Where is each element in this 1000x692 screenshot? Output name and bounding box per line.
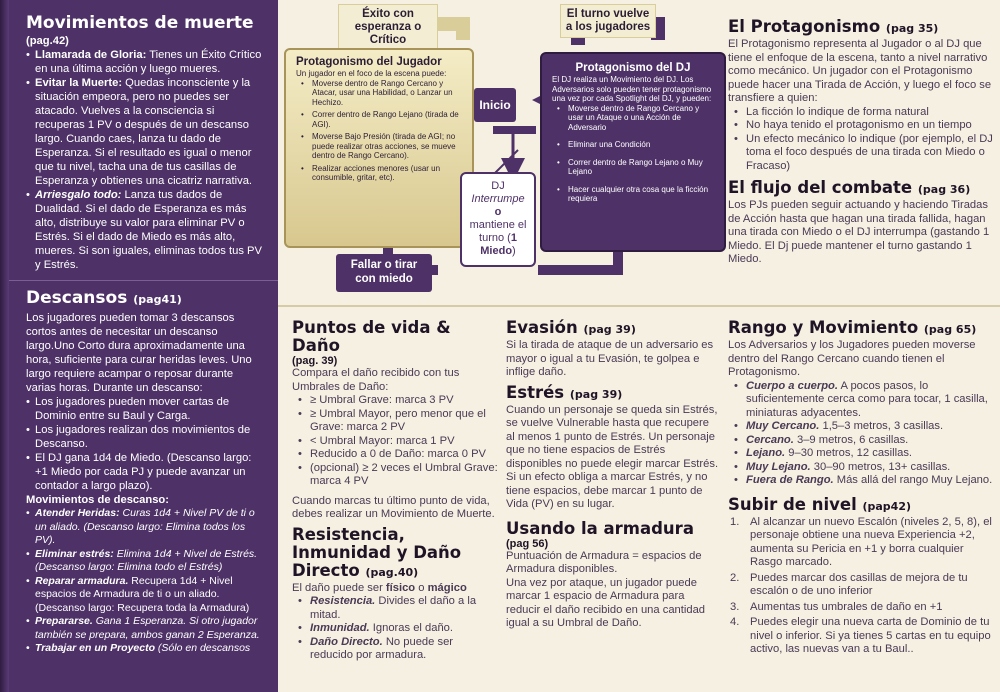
descansos-list: [26, 395, 266, 493]
list-item: • Cuerpo a cuerpo. A pocos pasos, lo suficientemente cerca como para tocar, 1 casilla, miniaturas adyacentes.: [728, 380, 994, 421]
section-title: Rango y Movimiento (pag 65): [728, 318, 977, 337]
muerte-list: [26, 48, 266, 272]
protag-section: El Protagonismo (pag 35) El Protagonismo representa al Jugador o al DJ que tiene el enfoque de la escena, tanto a nivel narrativo como mecánico. Un jugador con el Protagonismo puede hacer una Tirada de Acción, y luego el foco se transfiere a quien: • La ficción lo indique de forma natural • No haya tenido el protagonismo en un tiempo • Un efecto mecánico lo indique (por ejemplo, el DJ toma el foco después de una tirada con Miedo o Fracaso) El flujo del combate (pag 36) Los PJs pueden seguir actuando y haciendo Tiradas de Acción hasta que hagan una tirada fallida, hagan una tirada con Miedo o el DJ interrumpa (gastando 1 Miedo. El Dj puede mantener el turno gastando 1 Miedo.: [728, 18, 994, 267]
bottom-area: [278, 305, 1000, 692]
list-item: • Prepararse. Gana 1 Esperanza. Si otro jugador también se prepara, ambos ganan 2 Esperanza.: [26, 615, 266, 642]
list-item: • Daño Directo. No puede ser reducido por armadura.: [292, 636, 498, 663]
page-ref: (pag.42): [26, 35, 69, 47]
list-item: • Atender Heridas: Curas 1d4 + Nivel PV de ti o un aliado. (Descanso largo: Elimina todos los PV).: [26, 507, 266, 548]
jugador-box: [284, 48, 474, 248]
list-item: • Correr dentro de Rango Lejano (tirada de AGI).: [296, 110, 462, 129]
list-item: • Reparar armadura. Recupera 1d4 + Nivel espacios de Armadura de ti o un aliado. (Descanso largo: Recupera toda la Armadura): [26, 575, 266, 616]
list-item: 3. Aumentas tus umbrales de daño en +1: [730, 600, 943, 613]
moves-list: [26, 507, 266, 656]
section-title: Resistencia, Inmunidad y Daño Directo (pag.40): [292, 524, 462, 580]
dj-title: Protagonismo del DJ: [575, 62, 691, 74]
list-item: • < Umbral Mayor: marca 1 PV: [292, 435, 498, 449]
exito-label: Éxito con esperanza o Crítico: [338, 4, 438, 51]
rango-section: Rango y Movimiento (pag 65) Los Adversarios y los Jugadores pueden moverse dentro del Rango Cercano cuando tienen el Protagonismo. • Cuerpo a cuerpo. A pocos pasos, lo suficientemente cerca como para tocar, 1 casilla, miniaturas adyacentes. • Muy Cercano. 1,5–3 metros, 3 casillas. • Cercano. 3–9 metros, 6 casillas. • Lejano. 9–30 metros, 12 casillas. • Muy Lejano. 30–90 metros, 13+ casillas. • Fuera de Rango. Más allá del rango Muy Lejano. Subir de nivel (pap42) 1. Al alcanzar un nuevo Escalón (niveles 2, 5, 8), el personaje obtiene una nueva Experiencia +2, aumenta su Pericia en +1 y borra cualquier Rasgo marcado. 2. Puedes marcar dos casillas de mejora de tu escalón o de uno inferior 3. Aumentas tus umbrales de daño en +1 4. Puedes elegir una nueva carta de Dominio de tu nivel o inferior. Si ya tienes 5 cartas en tu equipo activo, las nuevas van a tu Baul..: [728, 319, 994, 659]
list-item: • Lejano. 9–30 metros, 12 casillas.: [728, 447, 994, 461]
list-item: • La ficción lo indique de forma natural: [728, 106, 994, 120]
section-title: Puntos de vida & Daño: [292, 318, 451, 355]
fallar-label: Fallar o tirar con miedo: [336, 254, 432, 292]
list-item: • Llamarada de Gloria: Tienes un Éxito Crítico en una última acción y luego mueres.: [26, 48, 266, 76]
list-item: • Trabajar en un Proyecto (Sólo en descansos: [26, 642, 266, 656]
list-item: • Moverse dentro de Rango Cercano y usar un Ataque o una Acción de Adversario: [552, 104, 714, 133]
left-panel: [0, 0, 278, 692]
list-item: • ≥ Umbral Mayor, pero menor que el Grave: marca 2 PV: [292, 408, 498, 435]
jugador-list: [296, 79, 462, 183]
list-item: • Fuera de Rango. Más allá del rango Muy Lejano.: [728, 474, 994, 488]
list-item: • Los jugadores pueden mover cartas de Dominio entre su Baul y Carga.: [26, 395, 266, 423]
top-area: [278, 0, 1000, 305]
list-item: • Resistencia. Divides el daño a la mitad.: [292, 595, 498, 622]
inicio-button: Inicio: [474, 88, 516, 122]
list-item: • Arriesgalo todo: Lanza tus dados de Dualidad. Si el dado de Esperanza es más alto, distribuye su valor para eliminar PV o Estrés. Si el dado de Miedo es más alto, mueres. Si son iguales, eliminas todos tus PV y Estrés.: [26, 188, 266, 272]
descansos-sub: Movimientos de descanso:: [26, 494, 169, 506]
turno-label: El turno vuelve a los jugadores: [560, 4, 656, 38]
list-item: • Correr dentro de Rango Lejano o Muy Lejano: [552, 158, 714, 177]
list-item: • Los jugadores realizan dos movimientos de Descanso.: [26, 423, 266, 451]
list-item: • Reducido a 0 de Daño: marca 0 PV: [292, 448, 498, 462]
list-item: • Eliminar estrés: Elimina 1d4 + Nivel de Estrés. (Descanso largo: Elimina todo el Estrés): [26, 548, 266, 575]
list-item: • Moverse dentro de Rango Cercano y Atacar, usar una Habilidad, o Lanzar un Hechizo.: [296, 79, 462, 108]
list-item: • Muy Lejano. 30–90 metros, 13+ casillas.: [728, 461, 994, 475]
section-title: Evasión (pag 39): [506, 318, 636, 337]
list-item: • ≥ Umbral Grave: marca 3 PV: [292, 394, 498, 408]
list-item: • Moverse Bajo Presión (tirada de AGI; no puede realizar otras acciones, se mueve dentro de Rango Cercano).: [296, 132, 462, 161]
list-item: • No haya tenido el protagonismo en un tiempo: [728, 119, 994, 133]
list-item: • Hacer cualquier otra cosa que la ficción requiera: [552, 185, 714, 204]
divider: [0, 280, 278, 281]
list-item: 1. Al alcanzar un nuevo Escalón (niveles 2, 5, 8), el personaje obtiene una nueva Experiencia +2, aumenta su Pericia en +1 y borra cualquier Rasgo marcado.: [730, 515, 992, 568]
dj-intro: El DJ realiza un Movimiento del DJ. Los Adversarios solo pueden tener protagonismo una vez por cada Spotlight del DJ, y pueden:: [552, 75, 712, 103]
section-title: Usando la armadura: [506, 518, 694, 538]
jugador-title: Protagonismo del Jugador: [296, 56, 442, 68]
descansos-intro: Los jugadores pueden tomar 3 descansos cortos antes de necesitar un descanso largo.Uno Corto dura aproximadamente una hora, suficiente para curar heridas leves. Uno largo requiere acampar o reposar durante varias horas. Durante un descanso:: [26, 312, 252, 394]
dj-box: [540, 52, 726, 252]
section-title: El flujo del combate (pag 36): [728, 178, 971, 197]
evasion-section: Evasión (pag 39) Si la tirada de ataque de un adversario es mayor o igual a tu Evasión, te golpea e inflige daño. Estrés (pag 39) Cuando un personaje se queda sin Estrés, se vuelve Vulnerable hasta que recupere al menos 1 punto de Estrés. Un personaje que no tiene espacios de Estrés disponibles no puede elegir marcar Estrés. Si un efecto obliga a marcar Estrés, y no tiene espacios, debe marcar 1 punto de Vida (PV) en su lugar. Usando la armadura (pag 56) Puntuación de Armadura = espacios de Armadura disponibles. Una vez por ataque, un jugador puede marcar 1 espacio de Armadura para reducir el daño recibido en una cantidad igual a su Umbral de Daño.: [506, 318, 719, 629]
jugador-intro: Un jugador en el foco de la escena puede:: [296, 69, 447, 78]
dj-interrumpe-box: DJ Interrumpe o mantiene el turno (1 Miedo): [460, 172, 536, 267]
list-item: 4. Puedes elegir una nueva carta de Dominio de tu nivel o inferior. Si ya tienes 5 cartas en tu equipo activo, las nuevas van a tu Baul..: [730, 616, 991, 655]
section-title-descansos: Descansos (pag41): [26, 288, 182, 308]
pv-section: Puntos de vida & Daño (pag. 39) Compara el daño recibido con tus Umbrales de Daño: • ≥ Umbral Grave: marca 3 PV • ≥ Umbral Mayor, pero menor que el Grave: marca 2 PV • < Umbral Mayor: marca 1 PV • Reducido a 0 de Daño: marca 0 PV • (opcional) ≥ 2 veces el Umbral Grave: marca 4 PV Cuando marcas tu último punto de vida, debes realizar un Movimiento de Muerte. Resistencia, Inmunidad y Daño Directo (pag.40) El daño puede ser físico o mágico • Resistencia. Divides el daño a la mitad. • Inmunidad. Ignoras el daño. • Daño Directo. No puede ser reducido por armadura.: [292, 319, 498, 663]
section-title: Estrés (pag 39): [506, 382, 623, 402]
list-item: • Muy Cercano. 1,5–3 metros, 3 casillas.: [728, 420, 994, 434]
list-item: • El DJ gana 1d4 de Miedo. (Descanso largo: +1 Miedo por cada PJ y puede avanzar un contador a largo plazo).: [26, 451, 266, 493]
section-title: Subir de nivel (pap42): [728, 494, 912, 514]
list-item: • Inmunidad. Ignoras el daño.: [292, 622, 498, 636]
list-item: • Evitar la Muerte: Quedas inconsciente y la situación empeora, pero no puedes ser atacado. Vuelves a la consciencia si recuperas 1 PV o después de un descanso largo. Cuando caes, lanza tu dado de Esperanza. Si el resultado es igual o menor que tu nivel, tacha una de tus casillas de Esperanza y obtienes una cicatriz narrativa.: [26, 76, 266, 188]
section-title-muerte: Movimientos de muerte: [26, 13, 254, 33]
list-item: • Cercano. 3–9 metros, 6 casillas.: [728, 434, 994, 448]
list-item: • Un efecto mecánico lo indique (por ejemplo, el DJ toma el foco después de una tirada con Miedo o Fracaso): [728, 133, 994, 174]
list-item: 2. Puedes marcar dos casillas de mejora de tu escalón o de uno inferior: [730, 571, 968, 597]
list-item: • Realizar acciones menores (usar un consumible, gritar, etc).: [296, 164, 462, 183]
list-item: • (opcional) ≥ 2 veces el Umbral Grave: marca 4 PV: [292, 462, 498, 489]
dj-list: [552, 104, 714, 204]
list-item: • Eliminar una Condición: [552, 140, 714, 150]
section-title: El Protagonismo (pag 35): [728, 17, 939, 36]
